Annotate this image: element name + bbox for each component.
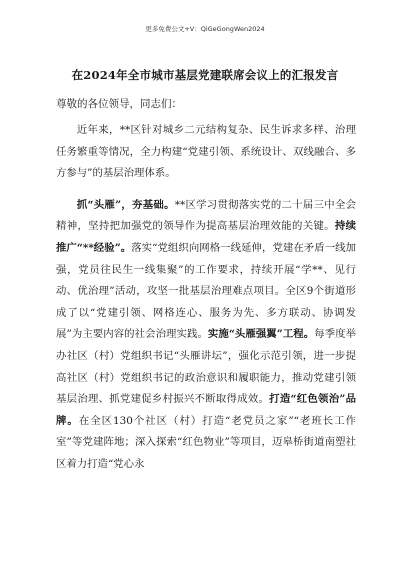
text-run: 落实“党组织向网格一线延伸，党建在矛盾一线加强，党员往民生一线集聚”的工作要求，持续开展“学**、见行动、优治理”活动，攻坚一批基层治理难点项目。全区9个街道形成了以“党建引领、网格连心、服务为先、多方联动、协调发展”为主要内容的社会治理实践。 bbox=[56, 241, 356, 341]
bold-heading-run: 抓“头雁”，夯基础。 bbox=[76, 198, 175, 211]
document-title: 在2024年全市城市基层党建联席会议上的汇报发言 bbox=[71, 68, 339, 82]
body-paragraph bbox=[56, 120, 356, 185]
header-note: 更多免费公文+V：QiGeGongWen2024 bbox=[145, 25, 265, 33]
text-run: 近年来，**区针对城乡二元结构复杂、民生诉求多样、治理任务繁重等情况，全力构建“党建引领、系统设计、双线融合、多方参与”的基层治理体系。 bbox=[56, 124, 356, 180]
body-paragraph bbox=[56, 195, 356, 476]
text-run: 每季度举办社区（村）党组织书记“头雁讲坛”，强化示范引领，进一步提高社区（村）党组织书记的政治意识和履职能力，推动党建引领基层治理、抓党建促乡村振兴不断取得成效。 bbox=[56, 328, 357, 406]
salutation: 尊敬的各位领导，同志们： bbox=[56, 98, 182, 110]
text-run: **区学习贯彻落实党的二十届三中全会精神，坚持把加强党的领导作为提高基层治理效能的关键。 bbox=[56, 198, 357, 233]
bold-heading-run: 打造“红色领治”品牌。 bbox=[56, 393, 357, 427]
bold-heading-run: 实施“头雁强翼”工程。 bbox=[207, 328, 315, 341]
bold-heading-run: 持续推广“**经验”。 bbox=[56, 220, 357, 254]
document-body bbox=[56, 120, 356, 476]
text-run: 在全区130个社区（村）打造“老党员之家”“老班长工作室”等党建阵地；深入探索“红色物业”等项目，迈皋桥街道南塑社区着力打造“党心永 bbox=[56, 414, 356, 470]
